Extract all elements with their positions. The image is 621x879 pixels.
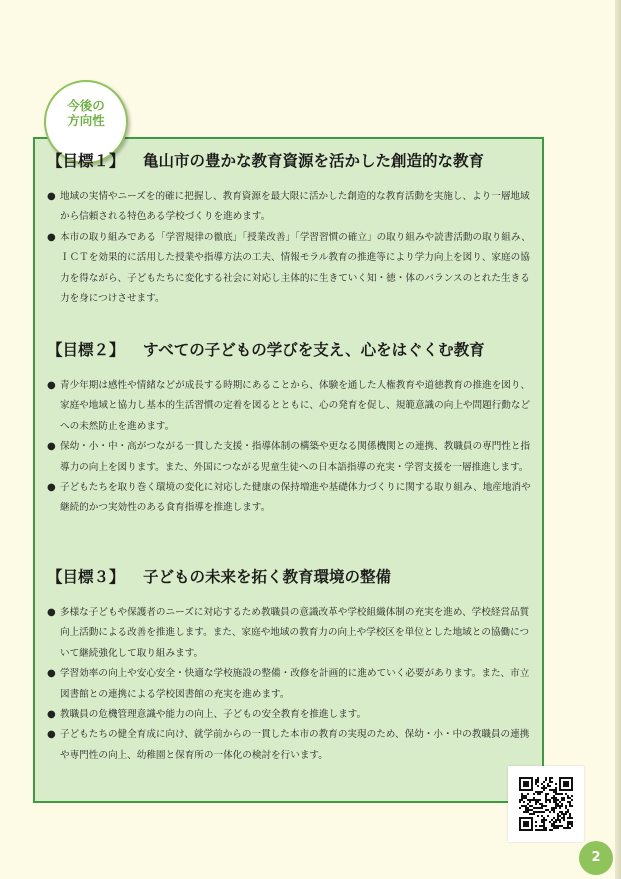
- list-item: [47, 725, 538, 766]
- list-item: [47, 228, 538, 310]
- bullet: ●: [47, 441, 56, 453]
- goal-2-title: すべての子どもの学びを支え、心をはぐくむ教育: [143, 341, 485, 359]
- item-text: 多様な子どもや保護者のニーズに対応するため教職員の意識改革や学校組織体制の充実を進め、学校経営品質向上活動による改善を推進します。また、家庭や地域の教育力の向上や学校区を単位とした地域との協働について継続強化して取り組みます。: [60, 607, 530, 659]
- list-item: [47, 664, 538, 705]
- page-edge: [615, 0, 621, 879]
- badge-line-1: 今後の: [67, 98, 105, 113]
- badge-text: [44, 98, 128, 128]
- goal-3: [47, 567, 537, 766]
- bullet: ●: [47, 668, 56, 680]
- item-text: 教職員の危機管理意識や能力の向上、子どもの安全教育を推進します。: [60, 709, 367, 721]
- goals-content: [33, 137, 544, 803]
- goal-2: [47, 340, 537, 519]
- bullet: ●: [47, 709, 56, 721]
- list-item: [47, 705, 538, 725]
- list-item: [47, 603, 538, 664]
- bullet: ●: [47, 191, 56, 202]
- list-item: [47, 478, 538, 519]
- goal-1-items: [47, 187, 537, 309]
- item-text: 保幼・小・中・高がつながる一貫した支援・指導体制の構築や更なる関係機関との連携、教職員の専門性と指導力の向上を図ります。また、外国につながる児童生徒への日本語指導の充実・学習支援を一層推進します。: [60, 441, 531, 473]
- bullet: ●: [47, 231, 56, 243]
- goal-1-title: 亀山市の豊かな教育資源を活かした創造的な教育: [143, 152, 485, 170]
- list-item: [47, 376, 538, 437]
- bullet: ●: [47, 607, 56, 618]
- item-text: 子どもたちの健全育成に向け、就学前からの一貫した本市の教育の実現のため、保幼・小・中の教職員の連携や専門性の向上、幼稚園と保育所の一体化の検討を行います。: [60, 729, 530, 761]
- item-text: 子どもたちを取り巻く環境の変化に対応した健康の保持増進や基礎体力づくりに関する取り組み、地産地消や継続的かつ実効性のある食育指導を推進します。: [60, 482, 531, 514]
- goal-2-heading: [47, 340, 537, 360]
- item-text: 学習効率の向上や安心安全・快適な学校施設の整備・改修を計画的に進めていく必要があります。また、市立図書館との連携による学校図書館の充実を進めます。: [60, 668, 530, 700]
- item-text: 青少年期は感性や情緒などが成長する時期にあることから、体験を通した人権教育や道徳教育の推進を図り、家庭や地域と協力し基本的生活習慣の定着を図るとともに、心の発育を促し、規範意識の向上や問題行動などへの未然防止を進めます。: [60, 380, 531, 432]
- goal-2-items: [47, 376, 537, 519]
- goal-1-label: 【目標１】: [47, 152, 125, 170]
- bullet: ●: [47, 380, 56, 391]
- qr-code-graphic: [519, 777, 573, 831]
- goal-3-title: 子どもの未来を拓く教育環境の整備: [143, 568, 392, 586]
- goal-1: [47, 151, 537, 309]
- item-text: 本市の取り組みである「学習規律の徹底」「授業改善」「学習習慣の確立」の取り組みや読書活動の取り組み、ＩＣＴを効果的に活用した授業や指導方法の工夫、情報モラル教育の推進等により学力向上を図り、家庭の協力を得ながら、子どもたちに変化する社会に対応し主体的に生きていく知・徳・体のバランスのとれた生きる力を身につけさせます。: [60, 231, 531, 305]
- goal-2-label: 【目標２】: [47, 341, 125, 359]
- page-number: 2: [579, 841, 613, 875]
- list-item: [47, 187, 538, 228]
- goal-3-label: 【目標３】: [47, 568, 125, 586]
- goal-1-heading: [47, 151, 537, 171]
- badge-line-2: 方向性: [67, 113, 105, 128]
- goal-3-heading: [47, 567, 537, 587]
- list-item: [47, 437, 538, 478]
- goal-3-items: [47, 603, 537, 766]
- bullet: ●: [47, 729, 56, 741]
- item-text: 地域の実情やニーズを的確に把握し、教育資源を最大限に活かした創造的な教育活動を実施し、より一層地域から信頼される特色ある学校づくりを進めます。: [60, 191, 530, 223]
- bullet: ●: [47, 482, 56, 494]
- qr-code-icon[interactable]: [508, 766, 584, 842]
- direction-badge: [44, 80, 132, 142]
